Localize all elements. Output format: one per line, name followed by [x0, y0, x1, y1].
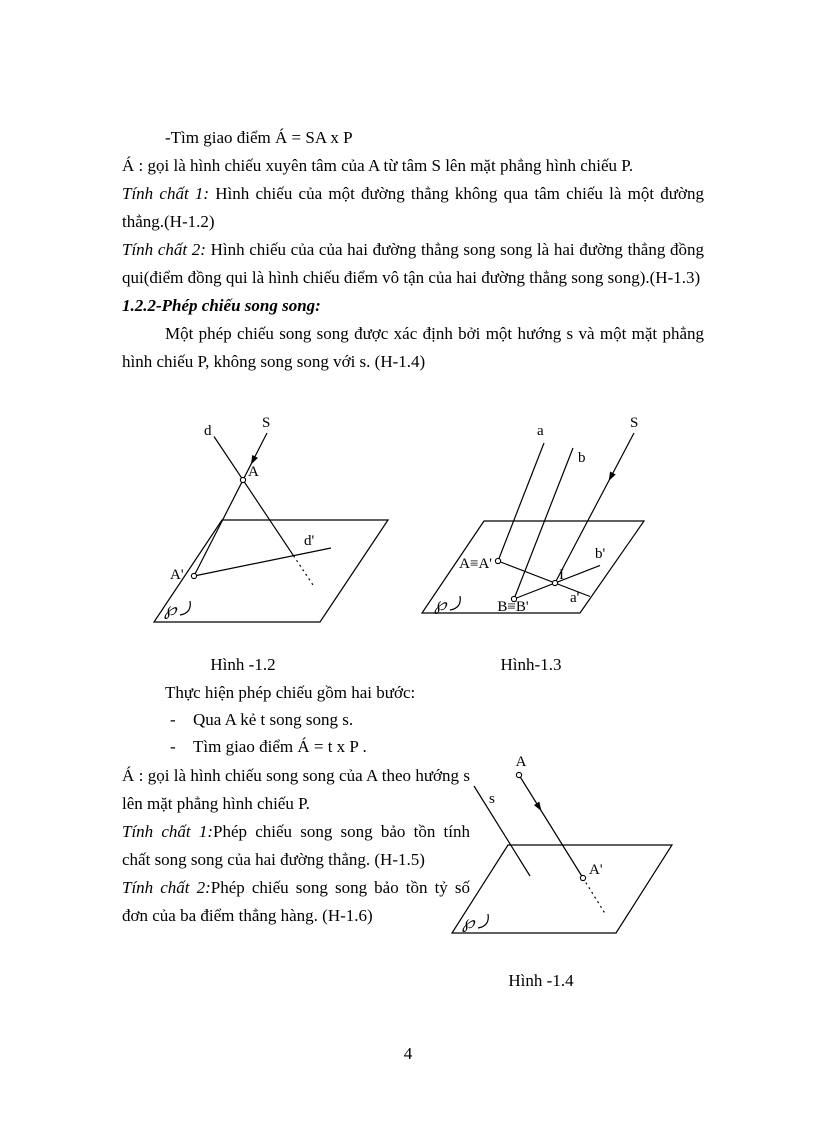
point-A	[516, 772, 521, 777]
label-A-prime: A'	[170, 567, 184, 583]
figure-h1-3	[418, 413, 668, 648]
plane-symbol: ℘	[434, 594, 447, 614]
paragraph-find-intersection: -Tìm giao điểm Á = SA x P	[165, 128, 353, 147]
label-A: A	[248, 464, 259, 480]
line-d-hidden	[294, 556, 315, 587]
step-1-text: Qua A kẻ t song song s.	[193, 710, 354, 729]
section-heading-1-2-2: 1.2.2-Phép chiếu song song:	[122, 296, 321, 315]
plane-symbol: ℘	[164, 599, 177, 619]
plane-symbol-arc	[180, 601, 190, 615]
label-d-prime: d'	[304, 533, 315, 549]
paragraph-central-projection-def: Á : gọi là hình chiếu xuyên tâm của A từ tâm S lên mặt phẳng hình chiếu P.	[122, 156, 634, 175]
property-2-text: Hình chiếu của của hai đường thẳng song song là hai đường thẳng đồng qui(điểm đồng qui là hình chiếu điểm vô tận của hai đường thẳng song song).(H-1.3)	[122, 240, 705, 287]
projection-ray-A	[519, 775, 583, 878]
step-item-1	[122, 706, 704, 733]
page-number: 4	[403, 1044, 413, 1063]
step-2-dash: -	[170, 737, 176, 756]
plane-parallelogram	[452, 845, 672, 933]
label-a-prime: a'	[570, 590, 580, 606]
figure-caption-h1-4: Hình -1.4	[508, 971, 574, 990]
section-intro	[122, 124, 704, 376]
parallel-property-1-label: Tính chất 1:	[122, 822, 214, 841]
paragraph-property-2	[122, 236, 704, 292]
plane-symbol-arc	[450, 596, 460, 610]
projection-ray-SA	[194, 433, 267, 576]
label-B-identical-B-prime: B≡B'	[497, 599, 529, 615]
paragraph-parallel-property-1	[122, 818, 470, 874]
label-S: S	[262, 415, 271, 431]
label-d: d	[204, 423, 212, 439]
step-2-text: Tìm giao điểm Á = t x P .	[193, 737, 367, 756]
point-A-A-prime	[495, 558, 500, 563]
paragraph-property-1	[122, 180, 704, 236]
steps-intro: Thực hiện phép chiếu gồm hai bước:	[165, 683, 416, 702]
property-2-label: Tính chất 2:	[122, 240, 206, 259]
section-steps	[122, 679, 704, 760]
label-S: S	[630, 415, 639, 431]
line-b	[514, 448, 573, 599]
label-I: I	[559, 567, 564, 583]
section-parallel-properties	[122, 762, 470, 930]
figure-caption-h1-3: Hình-1.3	[500, 655, 562, 674]
parallel-property-2-text: Phép chiếu song song bảo tồn tỷ số đơn của ba điểm thẳng hàng. (H-1.6)	[122, 878, 471, 925]
parallel-property-1-text: Phép chiếu song song bảo tồn tính chất song song của hai đường thẳng. (H-1.5)	[122, 822, 470, 869]
paragraph-parallel-projection-def: Một phép chiếu song song được xác định bởi một hướng s và một mặt phẳng hình chiếu P, không song song với s. (H-1.4)	[122, 324, 704, 371]
parallel-property-2-label: Tính chất 2:	[122, 878, 211, 897]
projection-arrowhead	[606, 472, 616, 483]
paragraph-parallel-projection-note: Á : gọi là hình chiếu song song của A theo hướng s lên mặt phẳng hình chiếu P.	[122, 766, 470, 813]
label-A: A	[515, 754, 527, 770]
plane-parallelogram	[422, 521, 644, 613]
label-A-prime: A'	[589, 862, 603, 878]
point-I	[552, 580, 557, 585]
figure-h1-2	[146, 413, 396, 653]
label-A-identical-A-prime: A≡A'	[459, 556, 492, 572]
projection-arrowhead	[534, 802, 544, 813]
figure-h1-4	[448, 752, 688, 952]
step-1-dash: -	[170, 710, 176, 729]
plane-symbol: ℘	[462, 912, 475, 932]
plane-parallelogram	[154, 520, 388, 622]
label-a: a	[537, 423, 544, 439]
label-b-prime: b'	[595, 546, 606, 562]
label-b: b	[578, 450, 586, 466]
figure-caption-h1-2: Hình -1.2	[210, 655, 276, 674]
property-1-text: Hình chiếu của một đường thẳng không qua tâm chiếu là một đường thẳng.(H-1.2)	[122, 184, 705, 231]
property-1-label: Tính chất 1:	[122, 184, 210, 203]
label-s: s	[489, 791, 495, 807]
point-A-prime	[191, 573, 196, 578]
line-d-prime	[194, 548, 331, 576]
line-d	[214, 437, 294, 556]
plane-symbol-arc	[478, 914, 488, 928]
line-s	[474, 786, 530, 876]
point-A-prime	[580, 875, 585, 880]
line-a	[498, 443, 544, 561]
paragraph-parallel-property-2	[122, 874, 470, 930]
point-A	[240, 477, 245, 482]
projection-ray-hidden	[583, 878, 606, 915]
